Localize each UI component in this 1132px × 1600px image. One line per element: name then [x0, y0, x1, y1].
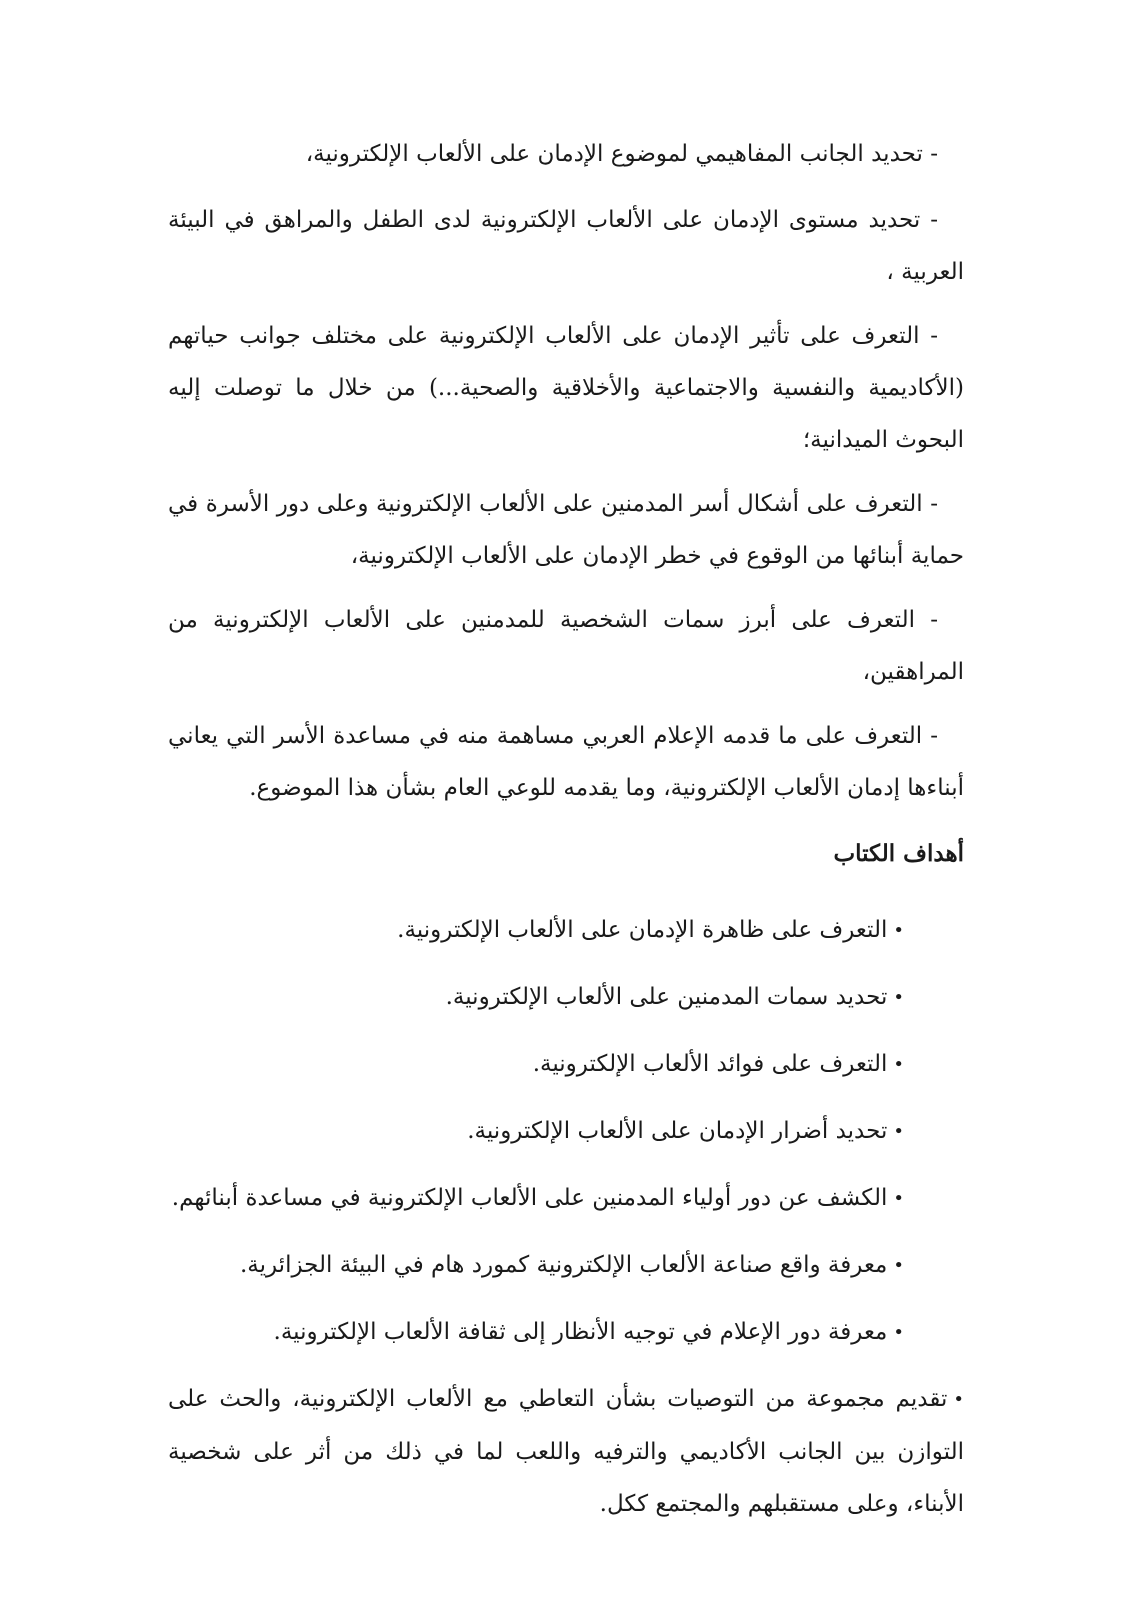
goal-item: [168, 904, 964, 957]
goal-text: تحديد أضرار الإدمان على الألعاب الإلكترونية.: [467, 1118, 888, 1144]
bullet-icon: •: [893, 1121, 904, 1142]
bullet-icon: •: [893, 1255, 904, 1276]
objective-paragraph: - تحديد الجانب المفاهيمي لموضوع الإدمان على الألعاب الإلكترونية،: [305, 141, 938, 167]
goal-text: معرفة واقع صناعة الألعاب الإلكترونية كمورد هام في البيئة الجزائرية.: [239, 1252, 888, 1278]
goal-item: [168, 1105, 964, 1158]
goal-text: معرفة دور الإعلام في توجيه الأنظار إلى ثقافة الألعاب الإلكترونية.: [273, 1319, 888, 1345]
bullet-icon: •: [893, 987, 904, 1008]
goal-item: [168, 1239, 964, 1292]
goals-heading: أهداف الكتاب: [833, 840, 964, 867]
goal-text: التعرف على فوائد الألعاب الإلكترونية.: [532, 1051, 888, 1077]
goal-text: الكشف عن دور أولياء المدمنين على الألعاب الإلكترونية في مساعدة أبنائهم.: [171, 1185, 888, 1211]
goal-text: التعرف على ظاهرة الإدمان على الألعاب الإلكترونية.: [397, 917, 888, 943]
goal-item-final: [168, 1373, 964, 1530]
goal-text: تقديم مجموعة من التوصيات بشأن التعاطي مع الألعاب الإلكترونية، والحث على التوازن بين الجانب الأكاديمي والترفيه واللعب لما في ذلك من أثر على شخصية الأبناء، وعلى مستقبلهم والمجتمع ككل.: [168, 1386, 964, 1517]
goal-item: [168, 1306, 964, 1359]
bullet-icon: •: [893, 1188, 904, 1209]
goals-list: [168, 904, 964, 1530]
goal-text: تحديد سمات المدمنين على الألعاب الإلكترونية.: [445, 984, 888, 1010]
objective-paragraph: - التعرف على أشكال أسر المدمنين على الألعاب الإلكترونية وعلى دور الأسرة في حماية أبنائها من الوقوع في خطر الإدمان على الألعاب الإلكترونية،: [168, 491, 964, 569]
bullet-icon: •: [893, 1054, 904, 1075]
objective-paragraph: - التعرف على أبرز سمات الشخصية للمدمنين على الألعاب الإلكترونية من المراهقين،: [168, 607, 964, 685]
goal-item: [168, 971, 964, 1024]
objective-paragraph: - تحديد مستوى الإدمان على الألعاب الإلكترونية لدى الطفل والمراهق في البيئة العربية ،: [168, 207, 964, 285]
goal-item: [168, 1172, 964, 1225]
bullet-icon: •: [893, 920, 904, 941]
goal-item: [168, 1038, 964, 1091]
objective-paragraph: - التعرف على ما قدمه الإعلام العربي مساهمة منه في مساعدة الأسر التي يعاني أبناءها إدمان الألعاب الإلكترونية، وما يقدمه للوعي العام بشأن هذا الموضوع.: [168, 723, 964, 801]
bullet-icon: •: [893, 1322, 904, 1343]
bullet-icon: •: [953, 1389, 964, 1410]
document-page: [168, 128, 964, 1544]
objective-paragraph: - التعرف على تأثير الإدمان على الألعاب الإلكترونية على مختلف جوانب حياتهم (الأكاديمية والنفسية والاجتماعية والأخلاقية والصحية...) من خلال ما توصلت إليه البحوث الميدانية؛: [168, 323, 964, 453]
